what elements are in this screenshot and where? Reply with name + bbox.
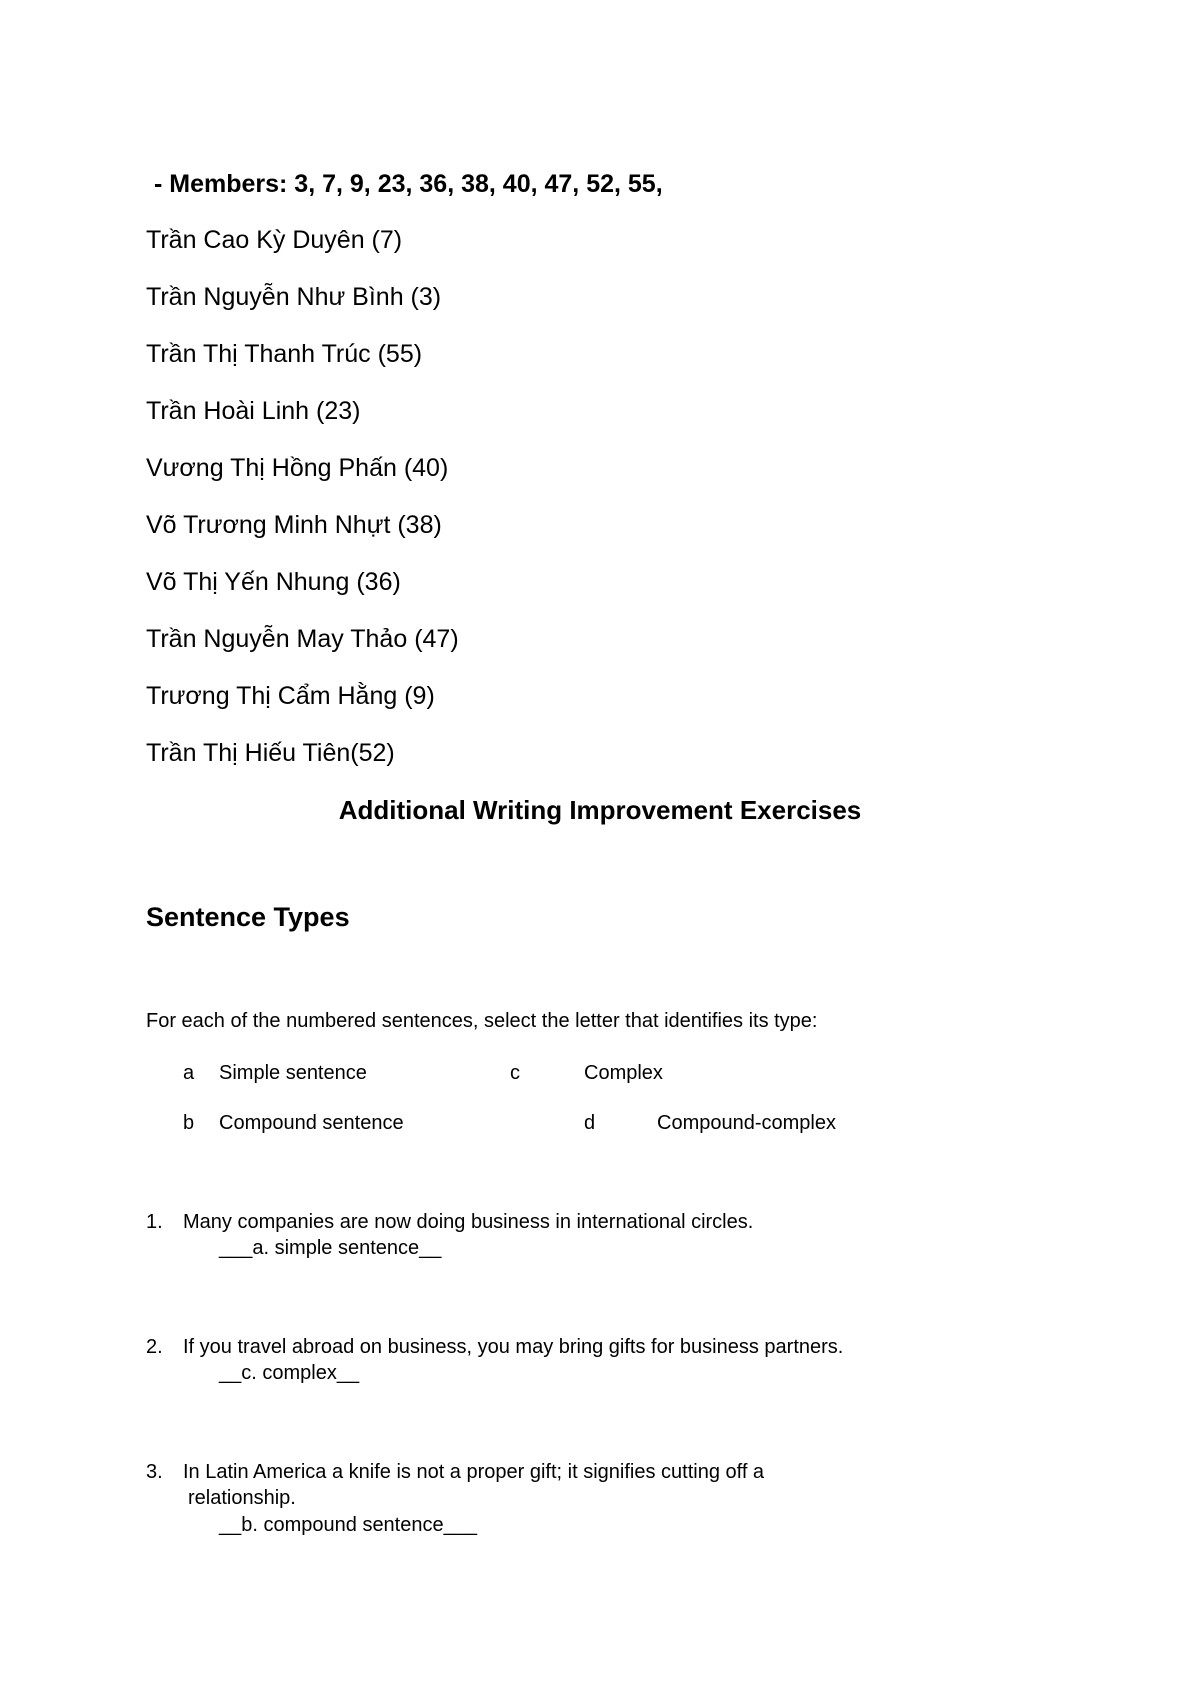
question-answer: __c. complex__ xyxy=(219,1362,360,1384)
question-text-continued: relationship. xyxy=(188,1487,296,1509)
members-line: - Members: 3, 7, 9, 23, 36, 38, 40, 47, 52, 55, xyxy=(154,170,663,198)
instruction-text: For each of the numbered sentences, select the letter that identifies its type: xyxy=(146,1010,818,1032)
question-number: 2. xyxy=(146,1336,163,1358)
member-name: Trần Thị Thanh Trúc (55) xyxy=(146,340,423,368)
member-name: Trương Thị Cẩm Hằng (9) xyxy=(146,682,435,710)
option-letter: d xyxy=(584,1112,596,1134)
option-label: Compound-complex xyxy=(657,1112,836,1134)
member-name: Võ Trương Minh Nhựt (38) xyxy=(146,511,442,539)
question-text: Many companies are now doing business in international circles. xyxy=(183,1211,754,1233)
question-number: 1. xyxy=(146,1211,163,1233)
option-label: Complex xyxy=(584,1062,663,1084)
option-label: Compound sentence xyxy=(219,1112,404,1134)
member-name: Vương Thị Hồng Phấn (40) xyxy=(146,454,449,482)
member-name: Võ Thị Yến Nhung (36) xyxy=(146,568,401,596)
question-text: In Latin America a knife is not a proper gift; it signifies cutting off a xyxy=(183,1461,765,1483)
question-number: 3. xyxy=(146,1461,163,1483)
member-name: Trần Cao Kỳ Duyên (7) xyxy=(146,226,403,254)
option-letter: b xyxy=(183,1112,195,1134)
member-name: Trần Thị Hiếu Tiên(52) xyxy=(146,739,395,767)
member-name: Trần Hoài Linh (23) xyxy=(146,397,361,425)
question-text: If you travel abroad on business, you may bring gifts for business partners. xyxy=(183,1336,844,1358)
option-label: Simple sentence xyxy=(219,1062,367,1084)
option-letter: c xyxy=(510,1062,520,1084)
section-heading: Sentence Types xyxy=(146,902,350,932)
page-title: Additional Writing Improvement Exercises xyxy=(338,795,862,825)
question-answer: ___a. simple sentence__ xyxy=(219,1237,442,1259)
question-answer: __b. compound sentence___ xyxy=(219,1514,477,1536)
member-name: Trần Nguyễn May Thảo (47) xyxy=(146,625,459,653)
option-letter: a xyxy=(183,1062,195,1084)
member-name: Trần Nguyễn Như Bình (3) xyxy=(146,283,442,311)
